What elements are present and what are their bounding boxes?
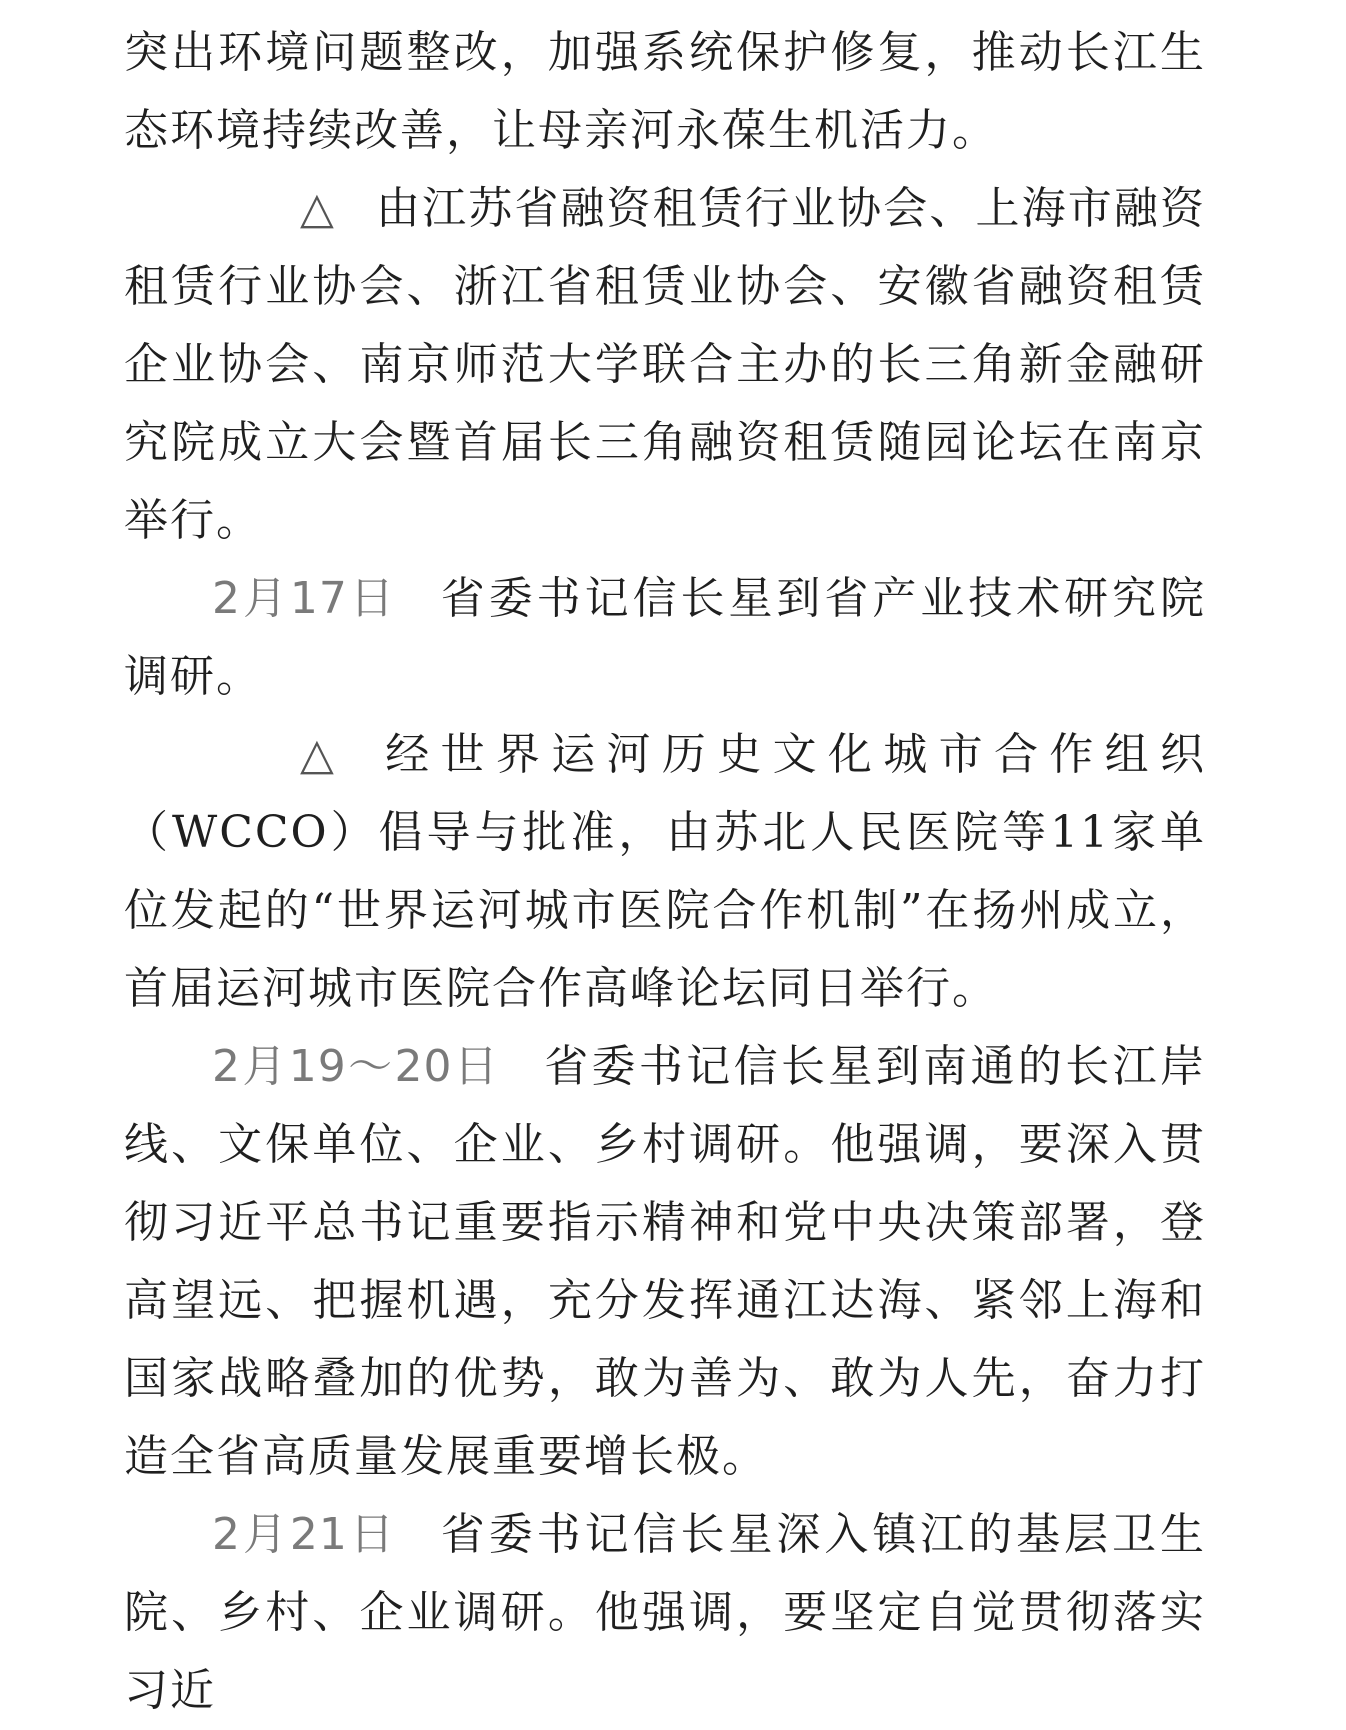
entry-date: 2月17日 bbox=[212, 573, 397, 624]
paragraph-text: 省委书记信长星到南通的长江岸线、文保单位、企业、乡村调研。他强调，要深入贯彻习近平总书记重要指示精神和党中央决策部署，登高望远、把握机遇，充分发挥通江达海、紧邻上海和国家战略叠加的优势，敢为善为、敢为人先，奋力打造全省高质量发展重要增长极。 bbox=[124, 1041, 1206, 1482]
paragraph-text: 经世界运河历史文化城市合作组织（WCCO）倡导与批准，由苏北人民医院等11家单位发起的“世界运河城市医院合作机制”在扬州成立，首届运河城市医院合作高峰论坛同日举行。 bbox=[124, 729, 1206, 1014]
triangle-marker-icon: △ bbox=[300, 183, 336, 234]
paragraph-entry bbox=[124, 170, 1206, 560]
paragraph-entry bbox=[124, 1028, 1206, 1496]
document-page bbox=[124, 14, 1206, 1730]
paragraph-text: 突出环境问题整改，加强系统保护修复，推动长江生态环境持续改善，让母亲河永葆生机活力。 bbox=[124, 27, 1206, 156]
paragraph-text: 省委书记信长星深入镇江的基层卫生院、乡村、企业调研。他强调，要坚定自觉贯彻落实习近 bbox=[124, 1509, 1207, 1716]
triangle-marker-icon: △ bbox=[300, 729, 336, 780]
paragraph-entry bbox=[124, 1496, 1206, 1730]
paragraph-continuation bbox=[124, 14, 1206, 170]
paragraph-text: 由江苏省融资租赁行业协会、上海市融资租赁行业协会、浙江省租赁业协会、安徽省融资租赁企业协会、南京师范大学联合主办的长三角新金融研究院成立大会暨首届长三角融资租赁随园论坛在南京举行。 bbox=[124, 183, 1206, 546]
paragraph-entry bbox=[124, 716, 1206, 1028]
entry-date: 2月21日 bbox=[212, 1509, 397, 1560]
entry-date: 2月19～20日 bbox=[212, 1041, 501, 1092]
paragraph-entry bbox=[124, 560, 1206, 716]
paragraph-text: 省委书记信长星到省产业技术研究院调研。 bbox=[124, 573, 1207, 702]
